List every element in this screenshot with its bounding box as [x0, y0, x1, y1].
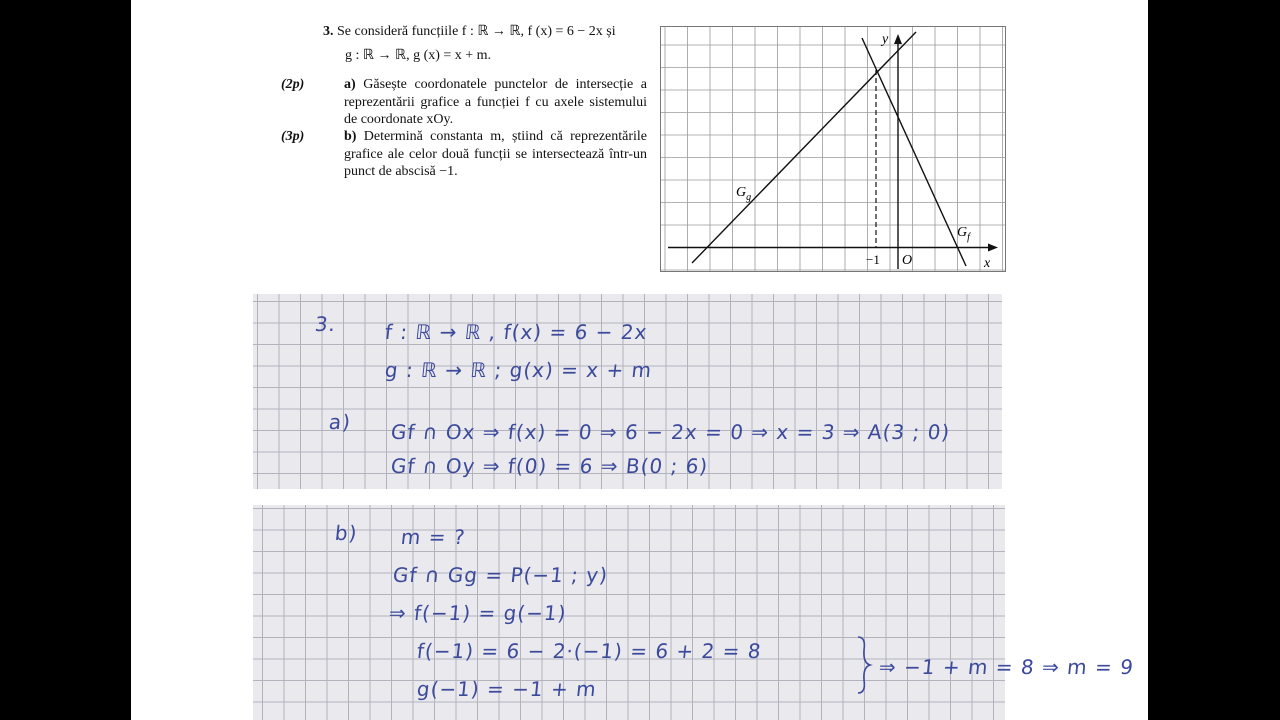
hw-line-result: ⇒ −1 + m = 8 ⇒ m = 9 — [877, 655, 1136, 679]
part-a-text-block — [344, 76, 647, 129]
hw-line-f-of-minus-one: f(−1) = 6 − 2·(−1) = 6 + 2 = 8 — [415, 639, 763, 663]
x-axis-label: x — [984, 256, 991, 271]
hw-line-intersect-oy: Gf ∩ Oy ⇒ f(0) = 6 ⇒ B(0 ; 6) — [389, 454, 710, 478]
function-graph — [660, 26, 1006, 272]
part-a-points: (2p) — [281, 77, 305, 92]
part-b-text-block — [344, 128, 647, 181]
problem-statement — [323, 23, 653, 64]
hw-line-g-of-minus-one: g(−1) = −1 + m — [415, 677, 598, 701]
notebook-photo-part-b — [253, 505, 1136, 720]
hw-part-b-label: b) — [333, 521, 359, 545]
part-b-text: Determină constanta m, știind că reprezentările grafice ale celor două funcții se intersectează într-un punct de abscisă −1. — [344, 129, 648, 179]
part-a-label: a) — [344, 77, 356, 92]
origin-label: O — [902, 253, 913, 268]
problem-number: 3. — [323, 24, 334, 39]
hw-line-intersection-p: Gf ∩ Gg = P(−1 ; y) — [391, 563, 610, 587]
page — [131, 0, 1148, 720]
hw-problem-number: 3. — [313, 312, 338, 336]
notebook-photo-part-a — [253, 294, 1002, 489]
hw-line-equation: ⇒ f(−1) = g(−1) — [387, 601, 568, 625]
label-gf: $G_f$ — [957, 225, 970, 243]
label-gg: $G_g$ — [736, 185, 752, 203]
hw-curly-brace — [856, 635, 872, 695]
hw-line-intersect-ox: Gf ∩ Ox ⇒ f(x) = 0 ⇒ 6 − 2x = 0 ⇒ x = 3 ⇒ A(3 ; 0) — [389, 420, 952, 444]
part-b-points: (3p) — [281, 129, 305, 144]
hw-line-g-definition: g : ℝ → ℝ ; g(x) = x + m — [383, 358, 654, 382]
hw-line-m-question: m = ? — [399, 525, 467, 549]
y-axis-label: y — [882, 32, 889, 47]
part-a-text: Găsește coordonatele punctelor de intersecție a reprezentării grafice a funcției f cu axele sistemului de coordonate xOy. — [344, 77, 648, 127]
problem-intro-line1: Se consideră funcțiile f : ℝ → ℝ, f (x) = 6 − 2x și — [337, 24, 616, 39]
tick-label-minus-one: −1 — [866, 252, 880, 267]
problem-intro-line2: g : ℝ → ℝ, g (x) = x + m. — [345, 47, 492, 63]
hw-line-f-definition: f : ℝ → ℝ , f(x) = 6 − 2x — [383, 320, 649, 344]
graph-frame — [661, 27, 1006, 272]
hw-part-a-label: a) — [327, 410, 353, 434]
part-b-label: b) — [344, 129, 357, 144]
